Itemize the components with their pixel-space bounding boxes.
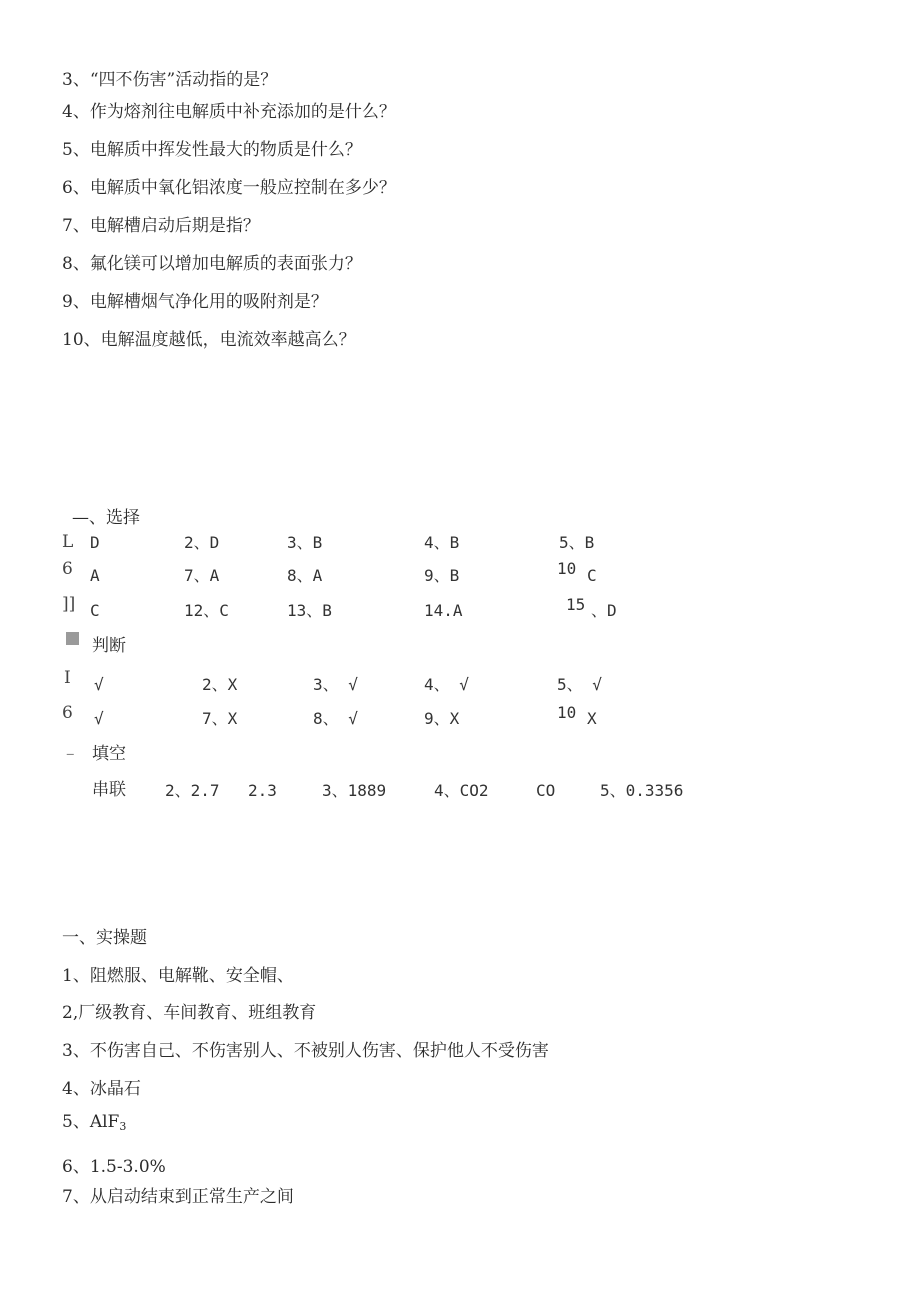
practical-item-4: 4、冰晶石	[62, 1079, 141, 1099]
judge-header: 判断	[92, 636, 126, 656]
practical-item-7: 7、从启动结束到正常生产之间	[62, 1187, 294, 1207]
judge-answer: 5、 √	[557, 675, 602, 694]
practical-item-2: 2,厂级教育、车间教育、班组教育	[62, 1003, 317, 1023]
fill-answer: 5、0.3356	[600, 781, 684, 800]
practical-header: 一、实操题	[62, 928, 147, 948]
judge-raised-number: 10	[557, 703, 577, 722]
choice-answer: 8、A	[287, 566, 323, 585]
question-4: 4、作为熔剂往电解质中补充添加的是什么？	[62, 102, 396, 122]
choice-side-mark: L	[62, 532, 74, 552]
practical-item-6: 6、1.5-3.0%	[62, 1157, 166, 1177]
choice-answer: 4、B	[424, 533, 460, 552]
practical-item-3: 3、不伤害自己、不伤害别人、不被别人伤害、保护他人不受伤害	[62, 1041, 549, 1061]
choice-answer: 13、B	[287, 601, 332, 620]
practical-item-5-subscript: 3	[119, 1120, 127, 1133]
judge-answer: 8、 √	[313, 709, 358, 728]
fill-dash: –	[66, 744, 75, 764]
choice-answer: 12、C	[184, 601, 229, 620]
choice-answer: 2、D	[184, 533, 220, 552]
question-6: 6、电解质中氧化铝浓度一般应控制在多少？	[62, 178, 396, 198]
fill-answer: CO	[536, 781, 556, 800]
choice-answer: 7、A	[184, 566, 220, 585]
choice-answer: D	[90, 533, 100, 552]
choice-answer: C	[587, 566, 597, 585]
judge-side-mark: 6	[62, 703, 73, 723]
judge-side-mark: I	[64, 668, 71, 688]
choice-side-mark: ]]	[62, 594, 76, 614]
question-8: 8、氟化镁可以增加电解质的表面张力？	[62, 254, 362, 274]
choice-raised-number: 15	[566, 595, 586, 614]
practical-item-1: 1、阻燃服、电解靴、安全帽、	[62, 966, 294, 986]
choice-answer: 14.A	[424, 601, 463, 620]
choice-answer: 9、B	[424, 566, 460, 585]
question-3: 3、“四不伤害”活动指的是？	[62, 70, 278, 90]
fill-answer: 3、1889	[322, 781, 387, 800]
fill-header: 填空	[92, 744, 126, 764]
choice-answer: A	[90, 566, 100, 585]
choice-side-mark: 6	[62, 559, 73, 579]
practical-item-5-text: 5、AlF	[62, 1112, 120, 1132]
gray-square-mark	[66, 632, 79, 645]
choice-answer: C	[90, 601, 100, 620]
judge-answer: 4、 √	[424, 675, 469, 694]
judge-answer: 2、X	[202, 675, 238, 694]
question-5: 5、电解质中挥发性最大的物质是什么？	[62, 140, 362, 160]
choice-raised-number: 10	[557, 559, 577, 578]
question-9: 9、电解槽烟气净化用的吸附剂是？	[62, 292, 328, 312]
judge-answer: √	[94, 675, 104, 694]
practical-item-5	[62, 1114, 126, 1132]
judge-answer: 7、X	[202, 709, 238, 728]
choice-answer: 、D	[591, 601, 617, 620]
choice-header: —、选择	[72, 508, 140, 528]
fill-answer: 4、CO2	[434, 781, 489, 800]
fill-answer: 串联	[92, 780, 126, 800]
judge-answer: 9、X	[424, 709, 460, 728]
fill-answer: 2、2.7	[165, 781, 220, 800]
judge-answer: X	[587, 709, 597, 728]
judge-answer: √	[94, 709, 104, 728]
question-7: 7、电解槽启动后期是指？	[62, 216, 260, 236]
judge-answer: 3、 √	[313, 675, 358, 694]
choice-answer: 5、B	[559, 533, 595, 552]
fill-answer: 2.3	[248, 781, 277, 800]
question-10: 10、电解温度越低，电流效率越高么？	[62, 330, 356, 350]
choice-answer: 3、B	[287, 533, 323, 552]
